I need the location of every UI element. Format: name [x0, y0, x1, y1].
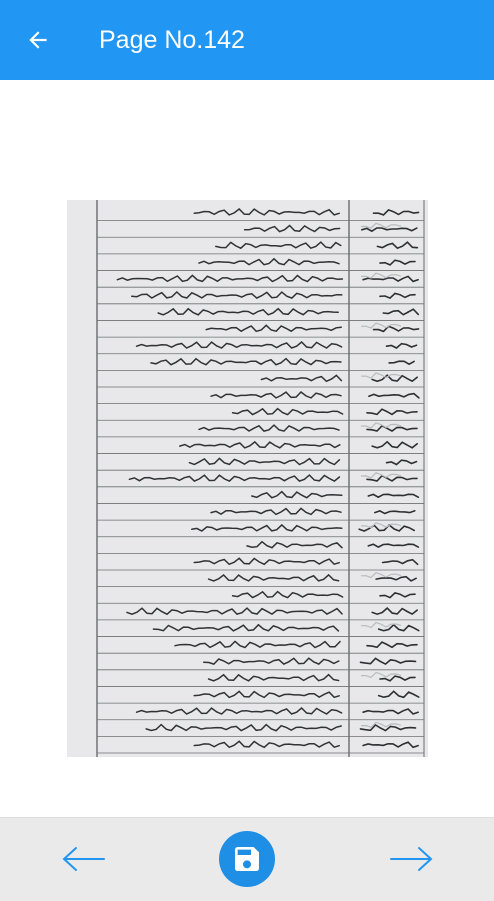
bottom-toolbar — [0, 817, 494, 901]
back-button[interactable] — [18, 20, 58, 60]
page-title: Page No.142 — [99, 26, 245, 54]
arrow-right-icon — [389, 845, 435, 873]
app-bar — [0, 0, 494, 80]
scanned-page-image[interactable] — [67, 200, 428, 757]
floppy-disk-icon — [231, 843, 263, 875]
previous-page-button[interactable] — [59, 839, 107, 879]
page-viewer — [0, 80, 494, 817]
save-button[interactable] — [219, 831, 275, 887]
next-page-button[interactable] — [388, 839, 436, 879]
arrow-left-icon — [60, 845, 106, 873]
scanned-page-drawing — [67, 200, 428, 757]
arrow-left-icon — [25, 27, 51, 53]
